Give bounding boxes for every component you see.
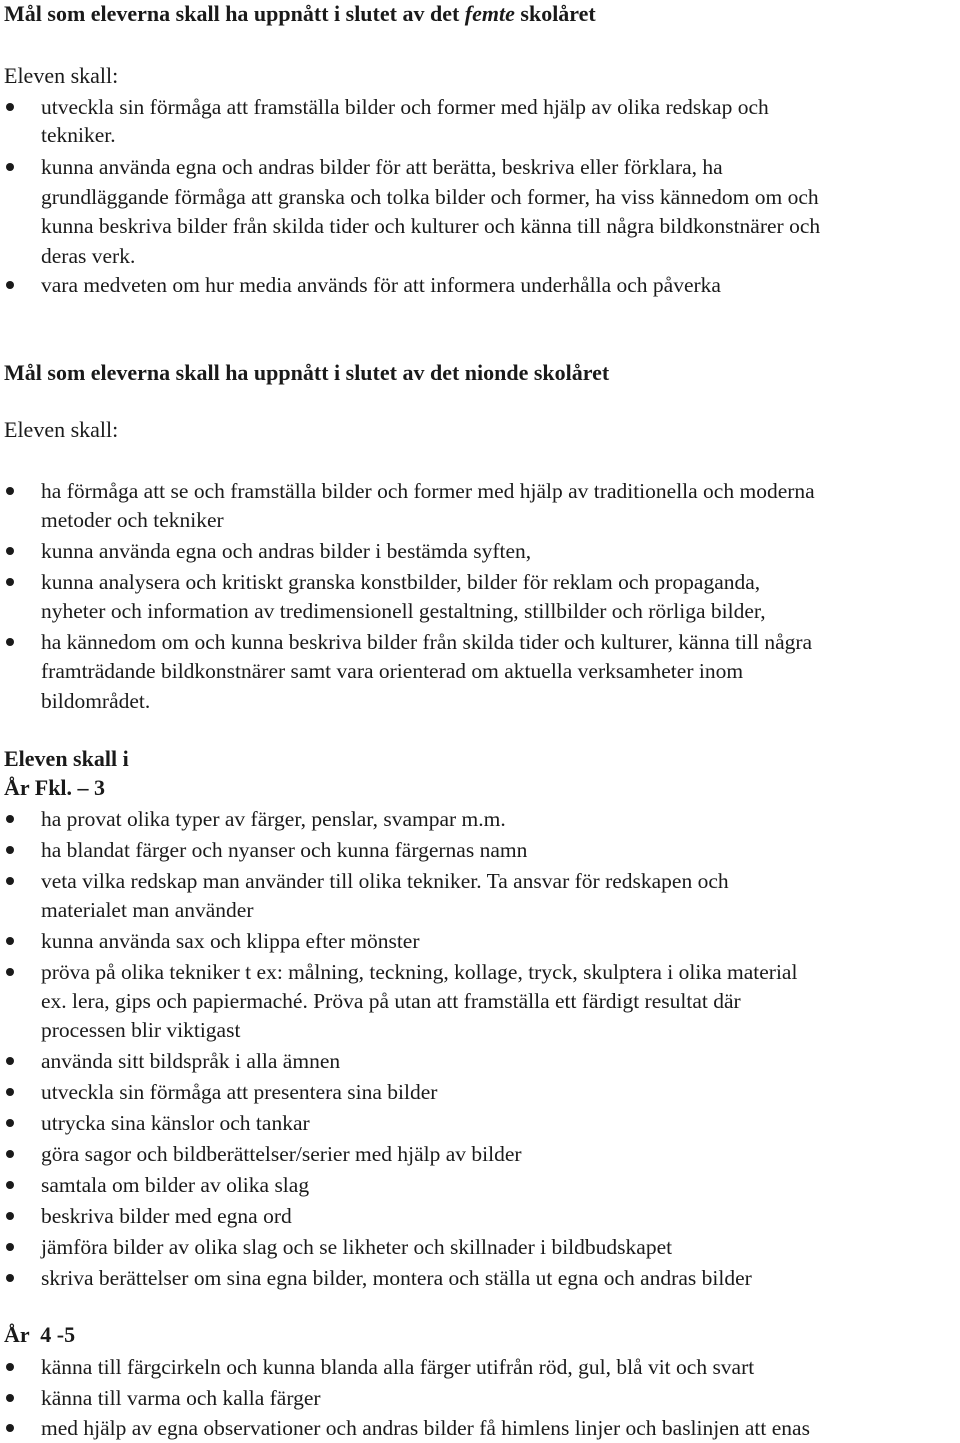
list-item-line: kunna använda egna och andras bilder för att berätta, beskriva eller förklara, ha [41, 155, 723, 179]
list-item-line: göra sagor och bildberättelser/serier med hjälp av bilder [41, 1142, 522, 1166]
list-item-line: kunna använda egna och andras bilder i bestämda syften, [41, 539, 532, 563]
bullet-icon [6, 638, 14, 646]
heading-nionde: Mål som eleverna skall ha uppnått i slutet av det nionde skolåret [4, 360, 610, 385]
bullet-icon [6, 103, 14, 111]
list-item-line: veta vilka redskap man använder till olika tekniker. Ta ansvar för redskapen och [41, 869, 729, 893]
bullet-icon [6, 1150, 14, 1158]
bullet-icon [6, 578, 14, 586]
list-item-line: känna till varma och kalla färger [41, 1386, 321, 1410]
bullet-icon [6, 1424, 14, 1432]
bullet-icon [6, 281, 14, 289]
bullet-icon [6, 1243, 14, 1251]
list-item-line: kunna analysera och kritiskt granska konstbilder, bilder för reklam och propaganda, [41, 570, 761, 594]
list-item-line: pröva på olika tekniker t ex: målning, teckning, kollage, tryck, skulptera i olika material [41, 960, 798, 984]
list-item-line: beskriva bilder med egna ord [41, 1204, 292, 1228]
bullet-icon [6, 1057, 14, 1065]
bullet-icon [6, 1088, 14, 1096]
list-item-line: tekniker. [41, 123, 116, 147]
list-item-line: bildområdet. [41, 689, 151, 713]
list-item-line: metoder och tekniker [41, 508, 224, 532]
bullet-icon [6, 846, 14, 854]
bullet-icon [6, 163, 14, 171]
list-item-line: materialet man använder [41, 898, 254, 922]
bullet-icon [6, 1212, 14, 1220]
list-item-line: processen blir viktigast [41, 1018, 241, 1042]
bullet-icon [6, 968, 14, 976]
heading-femte [4, 0, 596, 28]
bullet-icon [6, 937, 14, 945]
list-item-line: grundläggande förmåga att granska och tolka bilder och former, ha viss kännedom om och [41, 185, 819, 209]
list-item-line: utveckla sin förmåga att presentera sina bilder [41, 1080, 438, 1104]
heading-femte-prefix: Mål som eleverna skall ha uppnått i slutet av det [4, 1, 465, 26]
intro-femte: Eleven skall: [4, 63, 119, 88]
list-item-line: jämföra bilder av olika slag och se likheter och skillnader i bildbudskapet [41, 1235, 673, 1259]
bullet-icon [6, 815, 14, 823]
list-item-line: ha kännedom om och kunna beskriva bilder från skilda tider och kulturer, känna till några [41, 630, 813, 654]
bullet-icon [6, 487, 14, 495]
list-item-line: kunna beskriva bilder från skilda tider och kulturer och känna till några bildkonstnärer och [41, 214, 821, 238]
bullet-icon [6, 1119, 14, 1127]
heading-eleven-skall-i: Eleven skall i [4, 746, 129, 771]
bullet-icon [6, 877, 14, 885]
bullet-icon [6, 1394, 14, 1402]
bullet-icon [6, 1363, 14, 1371]
list-item-line: med hjälp av egna observationer och andras bilder få himlens linjer och baslinjen att enas [41, 1416, 810, 1440]
list-item-line: utrycka sina känslor och tankar [41, 1111, 310, 1135]
heading-ar-fkl-3: År Fkl. – 3 [4, 775, 106, 800]
list-item-line: använda sitt bildspråk i alla ämnen [41, 1049, 341, 1073]
list-item-line: vara medveten om hur media används för att informera underhålla och påverka [41, 273, 721, 297]
list-item-line: ha provat olika typer av färger, penslar, svampar m.m. [41, 807, 506, 831]
bullet-icon [6, 547, 14, 555]
list-item-line: skriva berättelser om sina egna bilder, montera och ställa ut egna och andras bilder [41, 1266, 752, 1290]
heading-femte-em: femte [464, 1, 515, 26]
heading-ar-4-5: År 4 -5 [4, 1322, 76, 1347]
list-item-line: känna till färgcirkeln och kunna blanda alla färger utifrån röd, gul, blå vit och svart [41, 1355, 755, 1379]
list-item-line: kunna använda sax och klippa efter mönster [41, 929, 420, 953]
list-item-line: ha blandat färger och nyanser och kunna färgernas namn [41, 838, 528, 862]
list-item-line: ex. lera, gips och papiermaché. Pröva på utan att framställa ett färdigt resultat där [41, 989, 741, 1013]
bullet-icon [6, 1274, 14, 1282]
list-item-line: nyheter och information av tredimensionell gestaltning, stillbilder och rörliga bilder, [41, 599, 766, 623]
bullet-icon [6, 1181, 14, 1189]
intro-nionde: Eleven skall: [4, 417, 119, 442]
list-item-line: ha förmåga att se och framställa bilder och former med hjälp av traditionella och moderna [41, 479, 815, 503]
list-item-line: samtala om bilder av olika slag [41, 1173, 310, 1197]
list-item-line: utveckla sin förmåga att framställa bilder och former med hjälp av olika redskap och [41, 95, 769, 119]
list-item-line: deras verk. [41, 244, 136, 268]
list-item-line: framträdande bildkonstnärer samt vara orienterad om aktuella verksamheter inom [41, 659, 744, 683]
heading-femte-suffix: skolåret [514, 1, 596, 26]
